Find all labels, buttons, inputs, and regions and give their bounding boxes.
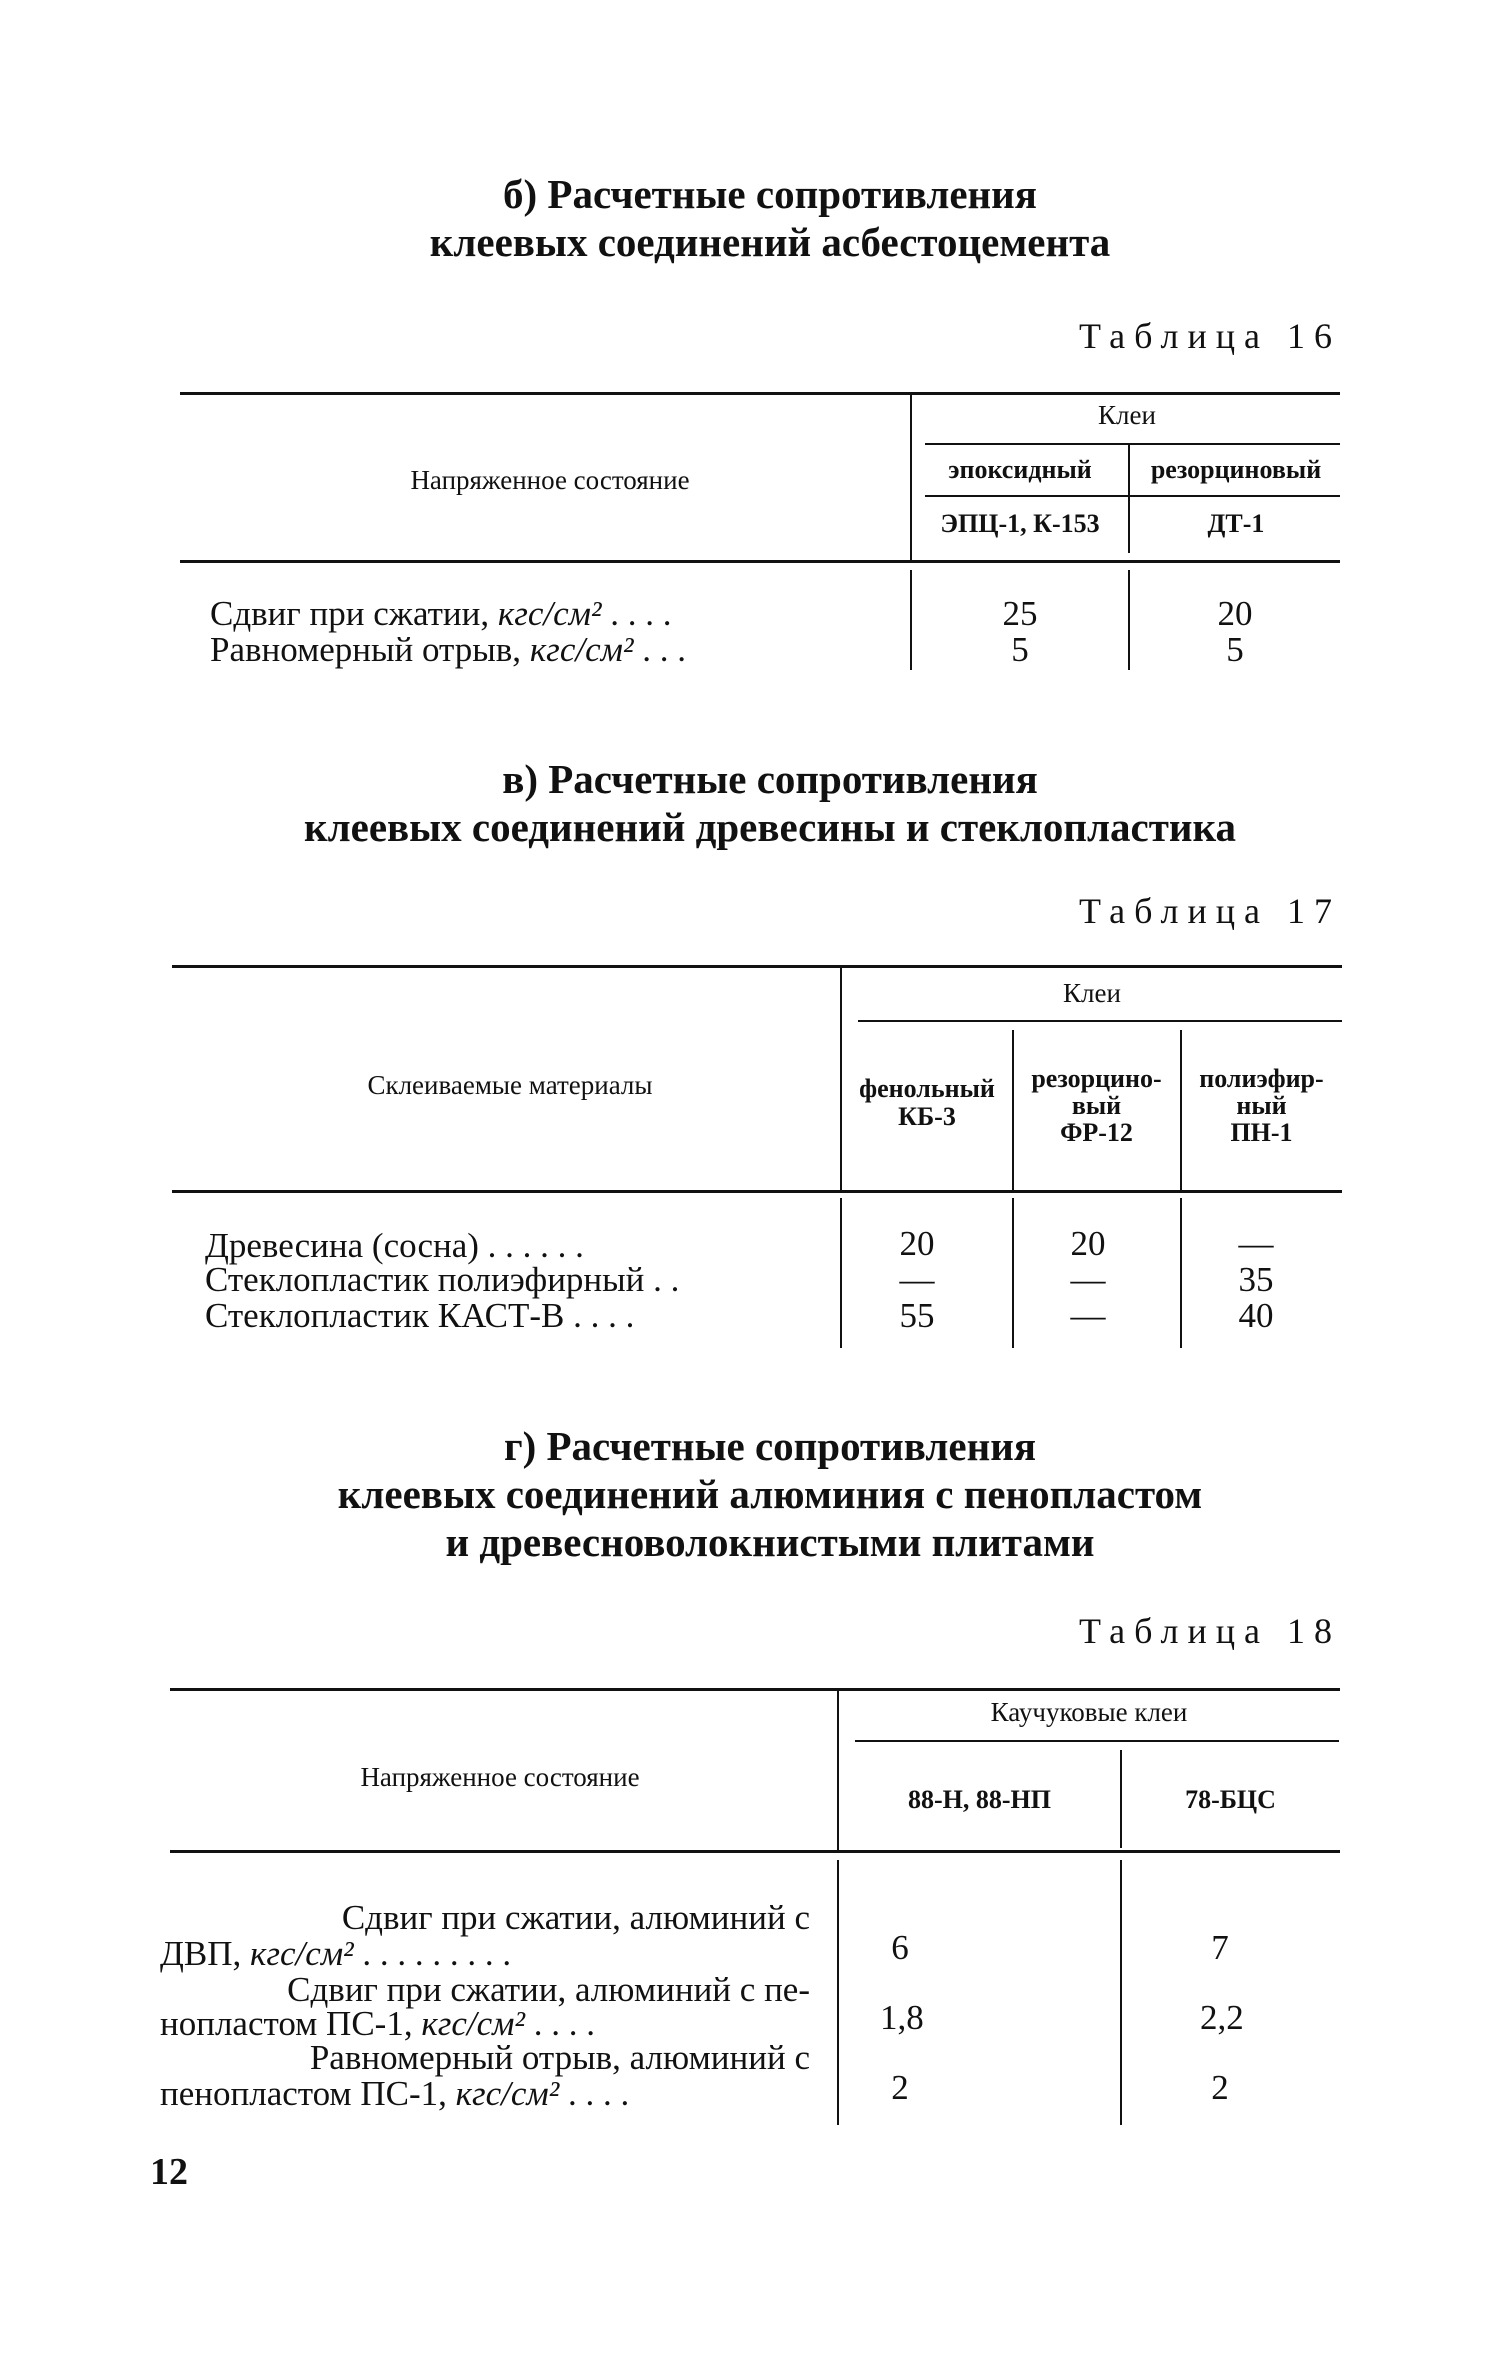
table-16-row-2-text: Равномерный отрыв, [210, 630, 530, 669]
table-18-row-2-unit: кгс/см² [421, 2004, 525, 2043]
table-18-row-2-dots: . . . . [525, 2004, 595, 2043]
table-16-row-1-unit: кгс/см² [497, 594, 602, 633]
table-18-body-divider-2 [1120, 1860, 1122, 2125]
table-16-row-1-text: Сдвиг при сжатии, [210, 594, 498, 633]
table-16-subheader-rule [925, 495, 1340, 497]
table-18-row-3-value-1: 2 [891, 2068, 909, 2107]
section-g-title-line-2: клеевых соединений алюминия с пенопластом [337, 1471, 1203, 1517]
table-18-header-rule [170, 1850, 1340, 1853]
table-18-row-3-dots: . . . . [559, 2074, 630, 2113]
section-g-title-line-1: г) Расчетные сопротивления [503, 1423, 1037, 1469]
table-18-row-header: Напряженное состояние [360, 1762, 640, 1792]
table-18-col-2-brand: 78-БЦС [1185, 1785, 1276, 1814]
table-18-row-3-text: пенопластом ПС-1, [160, 2074, 456, 2113]
table-17-group-rule [858, 1020, 1342, 1022]
table-17-row-1-label: Древесина (сосна) . . . . . . [205, 1226, 584, 1265]
table-17-col-3-line-1: полиэфир- [1199, 1064, 1324, 1093]
table-18-row-2-line-1: Сдвиг при сжатии, алюминий с пе- [287, 1970, 810, 2009]
table-16-group-header: Клеи [1098, 400, 1156, 430]
table-16-row-1-value-2: 20 [1217, 594, 1253, 633]
table-17-row-1-value-1: 20 [899, 1224, 935, 1263]
table-18-label: Таблица 18 [1079, 1611, 1341, 1651]
table-17-row-2-value-2: — [1070, 1260, 1106, 1299]
table-18-row-1-value-2: 7 [1211, 1928, 1229, 1967]
table-18-row-1-line-1: Сдвиг при сжатии, алюминий с [341, 1898, 810, 1937]
table-17-col-2-header [1013, 1065, 1180, 1146]
table-16-row-2-dots: . . . [633, 630, 686, 669]
table-16-row-2-unit: кгс/см² [529, 630, 634, 669]
table-17-col-3-line-3: ПН-1 [1230, 1118, 1293, 1147]
table-16-group-rule [925, 443, 1340, 445]
table-16-col-1-type: эпоксидный [948, 455, 1092, 484]
table-17-row-2-value-1: — [899, 1260, 935, 1299]
table-18-row-3-value-2: 2 [1211, 2068, 1229, 2107]
section-b-title-line-2: клеевых соединений асбестоцемента [429, 219, 1111, 265]
table-17-row-1-value-2: 20 [1070, 1224, 1106, 1263]
table-17-col-1-line-2: КБ-3 [898, 1102, 956, 1131]
table-17-row-header: Склеиваемые материалы [367, 1070, 653, 1100]
table-17-row-2-value-3: 35 [1238, 1260, 1274, 1299]
table-16-row-2-value-2: 5 [1226, 630, 1244, 669]
section-g-title [170, 1422, 1370, 1566]
table-17-col-2-line-1: резорцино- [1031, 1064, 1162, 1093]
table-17-row-3-value-2: — [1070, 1296, 1106, 1335]
table-17-row-3-value-1: 55 [899, 1296, 935, 1335]
table-17-col-2-line-3: ФР-12 [1060, 1118, 1133, 1147]
page-number: 12 [150, 2151, 188, 2193]
section-v-title-line-2: клеевых соединений древесины и стеклопластика [304, 804, 1236, 850]
table-18-row-2-line-2 [160, 2006, 595, 2042]
section-b-title-line-1: б) Расчетные сопротивления [503, 171, 1037, 217]
table-18-col-1-brand: 88-Н, 88-НП [908, 1785, 1051, 1814]
table-16-header-rule [180, 560, 1340, 563]
table-18-group-header: Каучуковые клеи [990, 1697, 1188, 1727]
section-v-title [170, 755, 1370, 851]
table-16-row-1-label [210, 596, 671, 632]
table-18-row-1-dots: . . . . . . . . . [353, 1934, 512, 1973]
table-18-row-2-text: нопластом ПС-1, [160, 2004, 422, 2043]
table-18-row-3-line-1: Равномерный отрыв, алюминий с [309, 2038, 810, 2077]
table-18-body-divider-1 [837, 1860, 839, 2125]
table-18-row-1-value-1: 6 [891, 1928, 909, 1967]
table-18-row-2-value-2: 2,2 [1200, 1998, 1244, 2037]
table-16-row-1-value-1: 25 [1002, 594, 1038, 633]
table-17-row-3-label: Стеклопластик КАСТ-В . . . . [205, 1296, 635, 1335]
table-16-top-rule [180, 392, 1340, 395]
table-16-row-1-dots: . . . . [601, 594, 672, 633]
table-17-label: Таблица 17 [1079, 891, 1341, 931]
table-18-row-3-unit: кгс/см² [455, 2074, 560, 2113]
table-17-header-rule [172, 1190, 1342, 1193]
table-18-row-1-unit: кгс/см² [250, 1934, 354, 1973]
table-17-col-3-header [1181, 1065, 1342, 1146]
table-18-row-2-value-1: 1,8 [880, 1998, 924, 2037]
table-16-row-2-value-1: 5 [1011, 630, 1029, 669]
table-17-top-rule [172, 965, 1342, 968]
table-16-col-1-brand: ЭПЦ-1, К-153 [940, 509, 1100, 538]
table-17-row-3-value-3: 40 [1238, 1296, 1274, 1335]
table-17-row-1-value-3: — [1238, 1224, 1274, 1263]
table-17-group-header: Клеи [1063, 978, 1121, 1008]
table-18-row-3-line-2 [160, 2076, 629, 2112]
table-18-group-rule [855, 1740, 1339, 1742]
table-16-col-2-brand: ДТ-1 [1207, 509, 1265, 538]
section-v-title-line-1: в) Расчетные сопротивления [502, 756, 1038, 802]
section-b-title [170, 170, 1370, 266]
table-16-label: Таблица 16 [1079, 316, 1341, 356]
table-17-col-1-line-1: фенольный [859, 1074, 995, 1103]
section-g-title-line-3: и древесноволокнистыми плитами [445, 1519, 1095, 1565]
table-18-row-1-line-2 [160, 1936, 511, 1972]
table-17-col-2-line-2: вый [1071, 1091, 1122, 1120]
table-18-row-1-text: ДВП, [160, 1934, 250, 1973]
table-16-row-2-label [210, 632, 686, 668]
table-16-row-header: Напряженное состояние [410, 465, 690, 495]
table-17-row-2-label: Стеклопластик полиэфирный . . [205, 1260, 680, 1299]
table-16-col-2-type: резорциновый [1150, 455, 1322, 484]
table-17-col-1-header [842, 1075, 1012, 1131]
table-18-top-rule [170, 1688, 1340, 1691]
table-17-col-3-line-2: ный [1236, 1091, 1287, 1120]
